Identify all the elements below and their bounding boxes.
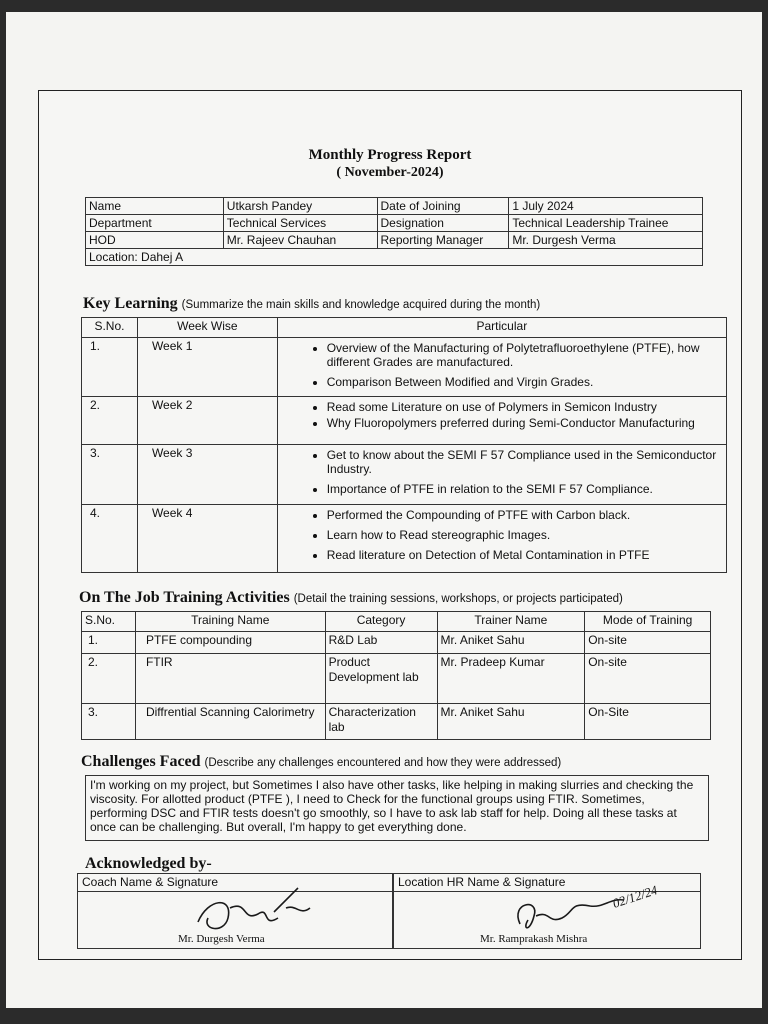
- tr-sno: 3.: [82, 704, 136, 740]
- challenges-heading: [81, 753, 561, 771]
- coach-name: Mr. Durgesh Verma: [178, 933, 265, 945]
- tr-name: FTIR: [135, 654, 325, 704]
- list-item: • Overview of the Manufacturing of Polytetrafluoroethylene (PTFE), how different Grades are manufactured.: [327, 341, 723, 369]
- list-item: • Get to know about the SEMI F 57 Compliance used in the Semiconductor Industry.: [327, 448, 723, 476]
- designation-label: Designation: [377, 215, 509, 232]
- kl-week: Week 3: [137, 445, 277, 505]
- kl-sno: 1.: [82, 338, 138, 397]
- kl-week: Week 2: [137, 397, 277, 445]
- col-mode: Mode of Training: [585, 612, 711, 632]
- tr-trainer: Mr. Pradeep Kumar: [437, 654, 585, 704]
- tr-category: R&D Lab: [325, 632, 437, 654]
- training-subtitle: (Detail the training sessions, workshops, or projects participated): [293, 593, 623, 605]
- reporting-manager-value: Mr. Durgesh Verma: [509, 232, 703, 249]
- hod-label: HOD: [86, 232, 224, 249]
- training-title: On The Job Training Activities: [79, 589, 290, 606]
- tr-category: Product Development lab: [325, 654, 437, 704]
- department-label: Department: [86, 215, 224, 232]
- key-learning-table: [81, 317, 727, 573]
- tr-trainer: Mr. Aniket Sahu: [437, 632, 585, 654]
- kl-particular: [277, 445, 726, 505]
- tr-mode: On-site: [585, 654, 711, 704]
- key-learning-subtitle: (Summarize the main skills and knowledge acquired during the month): [181, 299, 541, 311]
- challenges-text: I'm working on my project, but Sometimes I also have other tasks, like helping in making slurries and checking the viscosity. For allotted product (PTFE ), I need to Check for the functional groups using FTIR. Sometimes, performing DSC and FTIR tests doesn't go smoothly, so I have to ask lab staff for help. Doing all these tasks at once can be challenging. But overall, I'm happy to get everything done.: [85, 775, 709, 841]
- report-title: Monthly Progress Report: [308, 147, 472, 163]
- paper-sheet: [6, 12, 762, 1008]
- list-item: • Why Fluoropolymers preferred during Semi-Conductor Manufacturing: [327, 416, 723, 430]
- tr-name: PTFE compounding: [135, 632, 325, 654]
- training-heading: [79, 589, 623, 607]
- tr-sno: 1.: [82, 632, 136, 654]
- kl-particular: [277, 505, 726, 573]
- col-category: Category: [325, 612, 437, 632]
- tr-name: Diffrential Scanning Calorimetry: [135, 704, 325, 740]
- hr-date: 02/12/24: [610, 882, 660, 911]
- tr-trainer: Mr. Aniket Sahu: [437, 704, 585, 740]
- training-table: [81, 611, 711, 740]
- acknowledged-heading: Acknowledged by-: [85, 855, 212, 872]
- list-item: • Performed the Compounding of PTFE with Carbon black.: [327, 508, 723, 522]
- location-cell: Location: Dahej A: [86, 249, 703, 266]
- key-learning-heading: [83, 295, 540, 313]
- col-trainer: Trainer Name: [437, 612, 585, 632]
- tr-mode: On-site: [585, 632, 711, 654]
- list-item: • Learn how to Read stereographic Images.: [327, 528, 723, 542]
- kl-week: Week 1: [137, 338, 277, 397]
- kl-sno: 4.: [82, 505, 138, 573]
- report-subtitle: ( November-2024): [336, 165, 444, 180]
- col-particular: Particular: [277, 318, 726, 338]
- col-sno: S.No.: [82, 612, 136, 632]
- kl-particular: [277, 397, 726, 445]
- designation-value: Technical Leadership Trainee: [509, 215, 703, 232]
- list-item: • Comparison Between Modified and Virgin Grades.: [327, 375, 723, 389]
- kl-particular: [277, 338, 726, 397]
- list-item: • Read literature on Detection of Metal Contamination in PTFE: [327, 548, 723, 562]
- tr-category: Characterization lab: [325, 704, 437, 740]
- hod-value: Mr. Rajeev Chauhan: [223, 232, 377, 249]
- col-training-name: Training Name: [135, 612, 325, 632]
- doj-label: Date of Joining: [377, 198, 509, 215]
- key-learning-title: Key Learning: [83, 295, 178, 312]
- challenges-title: Challenges Faced: [81, 753, 201, 770]
- list-item: • Importance of PTFE in relation to the SEMI F 57 Compliance.: [327, 482, 723, 496]
- tr-sno: 2.: [82, 654, 136, 704]
- department-value: Technical Services: [223, 215, 377, 232]
- hr-name: Mr. Ramprakash Mishra: [480, 933, 588, 945]
- col-week: Week Wise: [137, 318, 277, 338]
- coach-signature-box: [77, 873, 393, 949]
- coach-label: Coach Name & Signature: [78, 874, 392, 892]
- challenges-subtitle: (Describe any challenges encountered and how they were addressed): [204, 757, 562, 769]
- list-item: • Read some Literature on use of Polymers in Semicon Industry: [327, 400, 723, 414]
- report-frame: [38, 90, 742, 960]
- kl-sno: 3.: [82, 445, 138, 505]
- employee-info-table: [85, 197, 703, 266]
- name-value: Utkarsh Pandey: [223, 198, 377, 215]
- kl-week: Week 4: [137, 505, 277, 573]
- hr-signature-box: [393, 873, 701, 949]
- name-label: Name: [86, 198, 224, 215]
- hr-label: Location HR Name & Signature: [394, 874, 700, 892]
- kl-sno: 2.: [82, 397, 138, 445]
- reporting-manager-label: Reporting Manager: [377, 232, 509, 249]
- tr-mode: On-Site: [585, 704, 711, 740]
- col-sno: S.No.: [82, 318, 138, 338]
- coach-signature: [178, 878, 338, 936]
- doj-value: 1 July 2024: [509, 198, 703, 215]
